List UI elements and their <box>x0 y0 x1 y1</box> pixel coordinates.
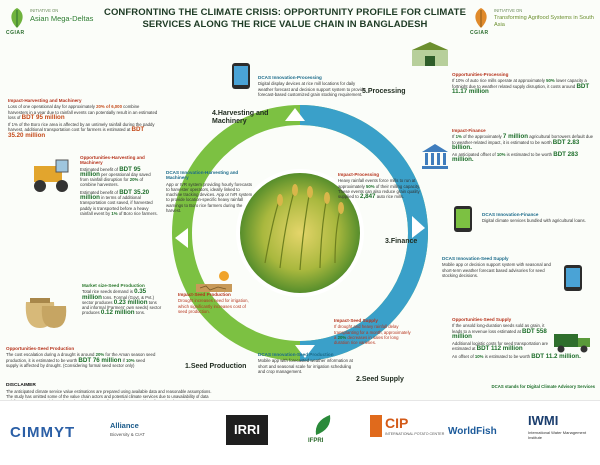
market-size-seed-amount: 0.35 million <box>82 288 147 301</box>
impact-harvesting-heading: Impact-Harvesting and Machinery <box>8 98 82 103</box>
page-title: CONFRONTING THE CLIMATE CRISIS: OPPORTUNITY PROFILE FOR CLIMATE SERVICES ALONG THE RICE VALUE CHAIN IN BANGLADESH <box>103 7 467 30</box>
transforming-agrifood-logo <box>470 6 598 36</box>
dcas-seed-supply-heading: DCAS Innovation-Seed Supply <box>442 256 509 261</box>
impact-finance-text: An anticipated offset of <box>452 152 496 158</box>
initiative-name: Transforming Agrifood Systems in South Asia <box>494 15 594 28</box>
dcas-definition-note: DCAS stands for Digital Climate Advisory Services <box>491 384 595 389</box>
opportunities-processing-value: 50% <box>546 78 555 84</box>
alliance-logo: Alliance <box>110 421 139 430</box>
opportunities-harvesting-value: 1% <box>111 210 118 216</box>
impact-finance-value: 1% <box>455 134 462 140</box>
impact-finance-amount: BDT 283 million. <box>452 151 579 164</box>
opportunities-harvesting-amount: BDT 95 million <box>80 165 141 178</box>
impact-seed-supply-value: 20% <box>337 334 347 340</box>
smartphone-icon <box>452 205 474 233</box>
opportunities-seed-supply-heading: Opportunities-Seed Supply <box>452 317 512 322</box>
impact-finance-text: of the approximately <box>463 134 502 140</box>
impact-seed-production-block <box>178 292 250 314</box>
opportunities-harvesting-text: of Boro rice farmers. <box>118 210 158 216</box>
market-size-seed-amount: 0.23 million <box>113 298 148 306</box>
impact-finance-block <box>452 128 594 163</box>
dcas-finance-block <box>482 212 594 224</box>
opportunities-seed-production-text: for the Aman season seed production, it is estimated to be worth <box>6 352 156 363</box>
impact-processing-amount: 2,847 <box>360 193 376 201</box>
opportunities-seed-production-value: 20% <box>95 352 105 358</box>
combine-harvester-icon <box>26 158 74 194</box>
initiative-kicker: INITIATIVE ON <box>30 8 59 13</box>
market-size-seed-text: tons and informal (Farmers' own seeds) sector produces <box>82 299 162 316</box>
impact-finance-heading: Impact-Finance <box>452 128 486 133</box>
disclaimer-line: The study has omitted some of the value chain actors and potential climate services due to unavailability of data <box>6 394 209 399</box>
disclaimer-heading: DISCLAIMER <box>6 383 36 388</box>
smartphone-icon <box>562 264 584 292</box>
impact-harvesting-amount: BDT 95 million <box>21 113 65 121</box>
impact-finance-text: If <box>452 134 455 140</box>
irri-logo: IRRI <box>226 415 268 445</box>
alliance-logo-sub: Bioversity & CIAT <box>110 432 145 437</box>
asian-mega-deltas-logo <box>6 6 96 36</box>
impact-finance-value: 10% <box>496 152 506 158</box>
opportunities-harvesting-heading: Opportunities-Harvesting and Machinery <box>80 155 145 166</box>
opportunities-seed-supply-text: is estimated to be worth <box>484 353 531 359</box>
impact-harvesting-value: 20% of 6,000 <box>96 104 122 110</box>
market-size-seed-text: Total rice seeds demand is <box>82 289 133 295</box>
market-size-seed-text: tons. Formal (Govt. & Pvt.) sector produces <box>82 294 154 305</box>
opportunities-harvesting-amount: BDT 35.20 million <box>80 188 150 202</box>
impact-seed-production-heading: Impact-Seed Production <box>178 292 231 297</box>
iwmi-logo: IWMI <box>528 413 559 428</box>
opportunities-processing-amount: BDT 11.17 million <box>452 82 590 95</box>
impact-processing-text: of their milling capacity. These events can also reduce grain quality supplied to <box>338 183 421 200</box>
cip-logo: CIP <box>385 415 409 431</box>
opportunities-processing-heading: Opportunities-Processing <box>452 72 509 77</box>
market-size-seed-block <box>82 283 162 316</box>
worldfish-logo: WorldFish <box>448 426 497 437</box>
cgiar-wordmark: CGIAR <box>470 30 489 36</box>
opportunities-processing-text: If 10% of auto rice mills operate at approximately <box>452 78 545 84</box>
market-size-seed-heading: Market size-Seed Production <box>82 283 145 288</box>
market-size-seed-amount: 0.12 million <box>100 309 135 317</box>
stage-finance-label: 3.Finance <box>385 238 418 245</box>
smartphone-icon <box>230 62 252 90</box>
impact-harvesting-text: combine harvesters in a year due to rainfall events can potentially result in an estimated loss of <box>8 104 158 120</box>
stage-seed-production-label: 1.Seed Production <box>185 363 247 370</box>
impact-finance-amount: 7 million <box>502 133 529 141</box>
initiative-kicker: INITIATIVE ON <box>494 8 523 13</box>
cgiar-leaf-icon <box>6 6 28 32</box>
opportunities-seed-production-heading: Opportunities-Seed Production <box>6 346 75 351</box>
dcas-processing-block <box>258 75 366 97</box>
dcas-processing-heading: DCAS Innovation-Processing <box>258 75 322 80</box>
opportunities-seed-supply-text: If the unsold long-duration seeds sold as grain, it leads to a revenue loss estimated at <box>452 323 545 334</box>
stage-seed-supply-label: 2.Seed Supply <box>356 376 404 383</box>
opportunities-seed-supply-amount: BDT 11.2 million. <box>531 352 581 360</box>
opportunities-harvesting-block <box>80 155 158 216</box>
dcas-harvesting-text: App or IVR system providing hourly forecasts to harvester operators, ideally linked to machine tracking devices. App or IVR system to provide location-specific heavy rainfall warnings to Boro rice farmers during the harvest. <box>166 181 253 214</box>
opportunities-seed-production-text: seed supply is affected by drought. (Considering formal seed sector only) <box>6 357 146 368</box>
impact-processing-value: 50% <box>365 183 375 189</box>
market-size-seed-text: tons. <box>135 310 146 316</box>
impact-seed-supply-text: decreases in sales for long duration rice varieties. <box>334 334 399 346</box>
impact-processing-text: auto rice mills. <box>376 194 405 200</box>
opportunities-seed-production-value: 10% <box>125 357 135 363</box>
opportunities-seed-supply-amount: BDT 112 million <box>476 345 523 353</box>
dcas-finance-heading: DCAS Innovation-Finance <box>482 212 539 217</box>
impact-finance-amount: BDT 2.83 billion. <box>452 138 580 151</box>
opportunities-harvesting-text: per operational day saved from rainfall disruption for <box>80 171 151 183</box>
impact-finance-text: is estimated to be worth <box>506 152 553 158</box>
cimmyt-logo: CIMMYT <box>10 424 76 441</box>
impact-seed-supply-block <box>334 318 414 345</box>
cip-logo-sub: INTERNATIONAL POTATO CENTER <box>385 432 445 436</box>
iwmi-logo-sub: International Water Management Institute <box>528 430 587 440</box>
dcas-seed-production-block <box>258 352 356 374</box>
dcas-seed-supply-block <box>442 256 552 278</box>
cip-mark-icon <box>370 415 382 437</box>
drought-field-icon <box>196 270 232 292</box>
bank-icon <box>420 142 450 172</box>
impact-seed-supply-heading: Impact-Seed Supply <box>334 318 378 323</box>
opportunities-harvesting-value: 20% <box>129 177 139 183</box>
opportunities-seed-supply-value: 10% <box>474 353 484 359</box>
opportunities-harvesting-text: of combine harvesters. <box>80 177 144 188</box>
dcas-finance-text: Digital climate services bundled with agricultural loans. <box>482 218 586 224</box>
opportunities-seed-supply-text: Additional logistic costs for seed transportation are estimated at <box>452 341 549 352</box>
impact-seed-production-text: Drought increases need for irrigation, which significantly increases cost of seed production. <box>178 298 249 314</box>
impact-processing-heading: Impact-Processing <box>338 172 380 177</box>
initiative-name: Asian Mega-Deltas <box>30 14 94 23</box>
opportunities-seed-production-block <box>6 346 158 368</box>
impact-harvesting-block <box>8 98 158 138</box>
ifpri-leaf-icon <box>312 413 334 437</box>
cgiar-wordmark: CGIAR <box>6 30 25 36</box>
dcas-processing-text: Digital display devices at rice mill locations for daily weather forecast and decision support system to provide forecast-based customized grain stocking requirement. <box>258 81 366 97</box>
impact-harvesting-amount: BDT 35.20 million <box>8 126 145 139</box>
opportunities-seed-production-text: The cost escalation during a drought is around <box>6 352 95 358</box>
rice-mill-icon <box>410 40 450 68</box>
delivery-truck-icon <box>553 330 593 354</box>
impact-harvesting-text: If 1% of the Boro rice area is affected by an untimely rainfall during the paddy harvest, additional transportation cost for farmers is estimated at <box>8 122 155 133</box>
dcas-seed-supply-text: Mobile app or decision support system with seasonal and short-term weather forecast based advisories for seed stocking decisions. <box>442 262 551 278</box>
impact-seed-supply-text: If drought and heavy rainfall delay transplanting for a month, approximately a <box>334 324 411 340</box>
disclaimer-line: The anticipated climate service value estimations are prepared using available data and reasonable assumptions. <box>6 389 212 394</box>
dcas-harvesting-block <box>166 170 256 213</box>
opportunities-processing-text: lower capacity a fortnight due to weather related supply disruption, it costs around <box>452 78 587 89</box>
opportunities-seed-production-amount: BDT 76 million <box>78 356 122 364</box>
impact-processing-text: Heavy rainfall events force mills to run at approximately <box>338 178 416 189</box>
opportunities-harvesting-text: in terms of additional transportation cost saved, if harvested paddy is transported before a heavy rainfall event by <box>80 195 153 216</box>
impact-harvesting-text: Loss of one operational day for approximately <box>8 104 95 110</box>
seed-sacks-icon <box>20 290 70 330</box>
stage-processing-label: 5.Processing <box>362 88 406 95</box>
cgiar-leaf-icon <box>470 6 492 32</box>
impact-finance-text: agricultural borrowers default due to weather-related impact, it is estimated to be worth <box>452 134 594 145</box>
dcas-seed-production-heading: DCAS Innovation-Seed Production <box>258 352 334 357</box>
ifpri-logo: IFPRI <box>308 438 324 444</box>
dcas-seed-production-text: Mobile app with forecasted weather information at short and seasonal scale for irrigation scheduling and crop management. <box>258 358 353 374</box>
impact-processing-block <box>338 172 422 199</box>
opportunities-processing-block <box>452 72 594 94</box>
opportunities-seed-supply-text: An offset of <box>452 353 474 359</box>
dcas-harvesting-heading: DCAS Innovation-Harvesting and Machinery <box>166 170 239 181</box>
opportunities-harvesting-text: Estimated benefit of <box>80 166 118 172</box>
opportunities-harvesting-text: Estimated benefit of <box>80 189 118 195</box>
stage-harvesting-label: 4.Harvesting and Machinery <box>212 110 269 125</box>
opportunities-seed-production-text: if <box>122 357 125 363</box>
partner-logos-footer <box>0 400 600 465</box>
opportunities-seed-supply-amount: BDT 558 million <box>452 327 547 340</box>
